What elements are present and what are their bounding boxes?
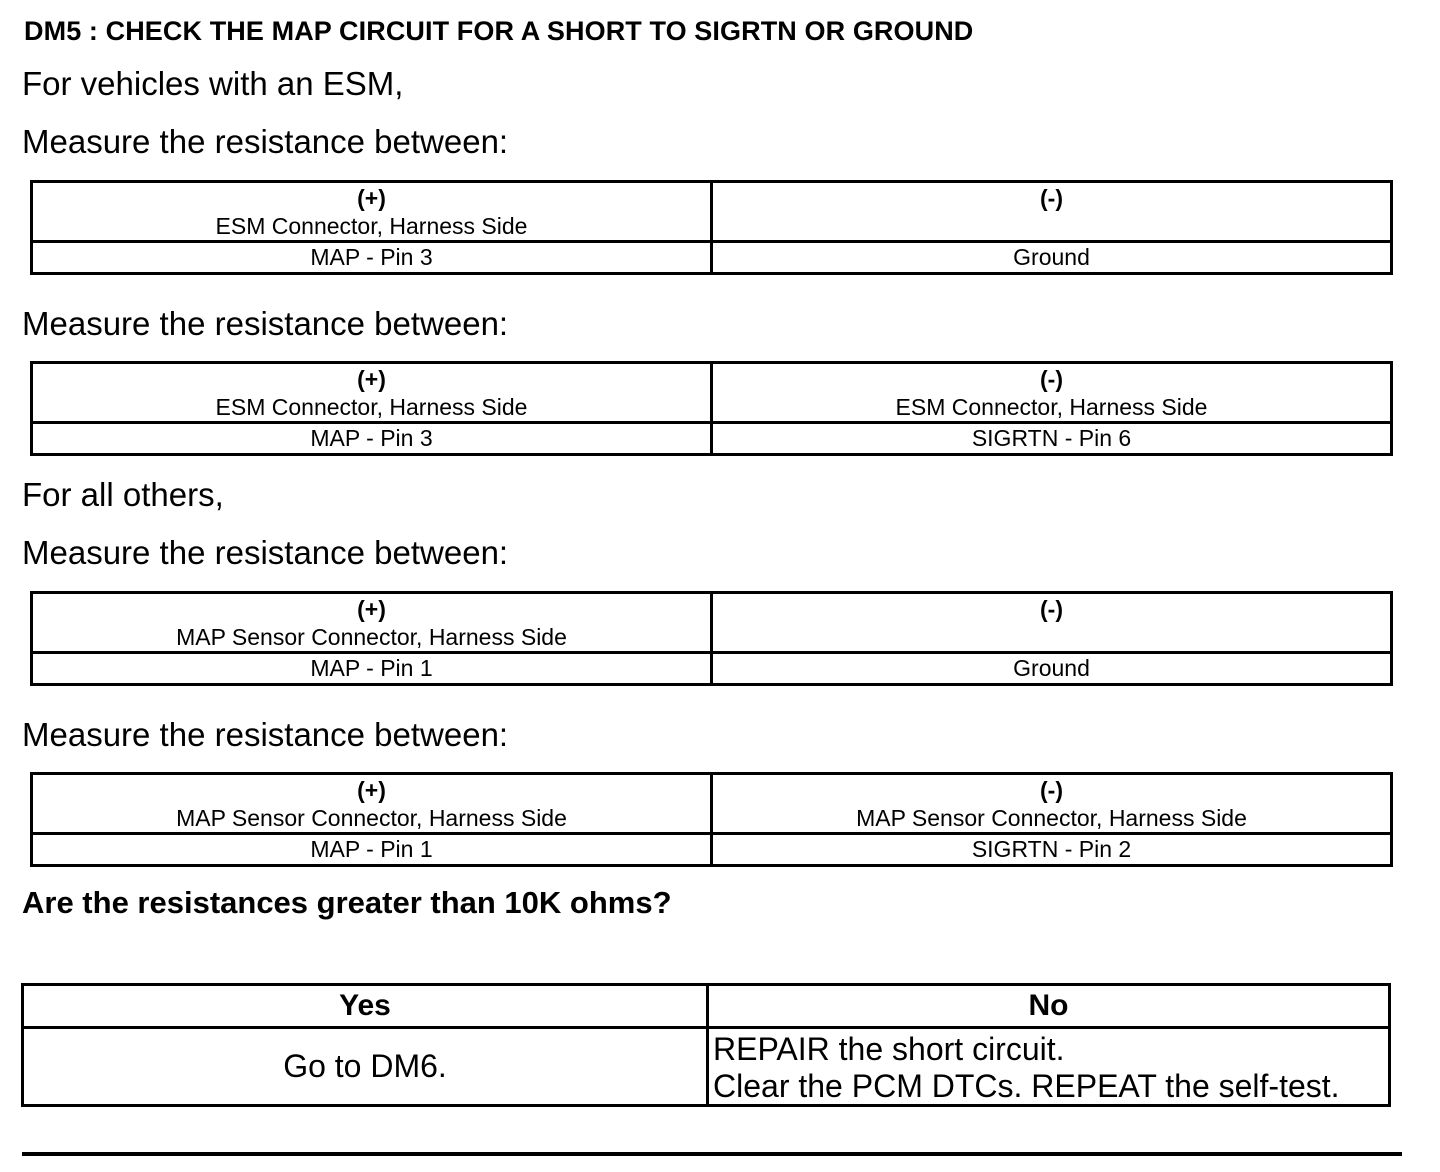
no-action-line-2: Clear the PCM DTCs. REPEAT the self-test. [713,1068,1340,1104]
neg-header: ESM Connector, Harness Side [895,393,1208,420]
decision-question: Are the resistances greater than 10K ohms? [22,885,672,920]
measure-label: Measure the resistance between: [22,534,509,571]
pos-sign: (+) [357,596,386,622]
no-action-line-1: REPAIR the short circuit. [713,1031,1065,1067]
pos-value: MAP - Pin 1 [310,836,433,862]
pos-value: MAP - Pin 3 [310,244,433,270]
pos-header: ESM Connector, Harness Side [215,393,528,420]
neg-header-cell [710,775,1390,832]
pos-value: MAP - Pin 3 [310,425,433,451]
pos-sign: (+) [357,777,386,803]
no-action [706,1029,1388,1104]
neg-header-cell [710,594,1390,651]
neg-sign: (-) [1040,366,1063,392]
yes-action: Go to DM6. [283,1048,447,1084]
neg-value: SIGRTN - Pin 6 [710,424,1390,453]
footer-divider [22,1152,1402,1156]
neg-sign: (-) [1040,596,1063,622]
measurement-table-2 [30,361,1393,456]
measure-label: Measure the resistance between: [22,123,509,160]
pos-header: ESM Connector, Harness Side [215,212,528,239]
measurement-table-1 [30,180,1393,275]
neg-header: MAP Sensor Connector, Harness Side [856,804,1247,831]
pos-header-cell [33,183,710,240]
esm-intro-text: For vehicles with an ESM, [22,65,404,102]
pos-header: MAP Sensor Connector, Harness Side [176,623,567,650]
pos-header: MAP Sensor Connector, Harness Side [176,804,567,831]
neg-header-cell [710,364,1390,421]
pos-sign: (+) [357,366,386,392]
yes-header: Yes [339,989,391,1022]
neg-value: Ground [710,654,1390,683]
neg-header-cell [710,183,1390,240]
pos-header-cell [33,594,710,651]
measure-label: Measure the resistance between: [22,716,509,753]
measurement-table-4 [30,772,1393,867]
pos-sign: (+) [357,185,386,211]
others-intro-text: For all others, [22,476,224,513]
measure-label: Measure the resistance between: [22,305,509,342]
page-title: DM5 : CHECK THE MAP CIRCUIT FOR A SHORT TO SIGRTN OR GROUND [24,16,974,46]
measurement-table-3 [30,591,1393,686]
neg-sign: (-) [1040,777,1063,803]
pos-header-cell [33,775,710,832]
neg-value: Ground [710,243,1390,272]
pos-value: MAP - Pin 1 [310,655,433,681]
pos-header-cell [33,364,710,421]
neg-value: SIGRTN - Pin 2 [710,835,1390,864]
decision-table [21,983,1391,1107]
neg-sign: (-) [1040,185,1063,211]
no-header: No [706,986,1388,1026]
